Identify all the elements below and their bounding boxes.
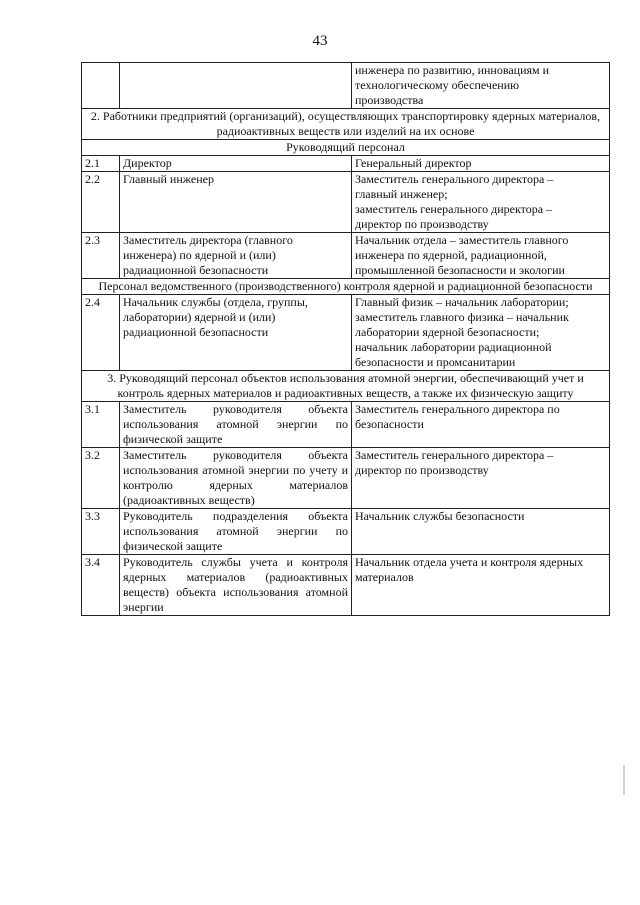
subsection-title: Персонал ведомственного (производственного) контроля ядерной и радиационной безопасности: [82, 279, 610, 295]
table-row-continuation: [82, 63, 610, 109]
position-cell: Заместитель руководителя объекта использования атомной энергии по учету и контролю ядерных материалов (радиоактивных веществ): [120, 448, 352, 509]
page-number: 43: [312, 33, 328, 49]
equivalent-cell: Начальник службы безопасности: [352, 509, 610, 555]
number-cell: 3.4: [82, 555, 120, 616]
section-header-2: [82, 109, 610, 140]
table-row-3-3: [82, 509, 610, 555]
positions-table: [81, 62, 610, 616]
table-row-2-4: [82, 295, 610, 371]
number-cell: 3.3: [82, 509, 120, 555]
scan-edge-mark: [623, 765, 625, 795]
number-cell: 3.2: [82, 448, 120, 509]
section-header-3: [82, 371, 610, 402]
number-cell: 2.2: [82, 172, 120, 233]
position-cell: Директор: [120, 156, 352, 172]
number-cell: 2.3: [82, 233, 120, 279]
position-cell: Заместитель руководителя объекта использования атомной энергии по физической защите: [120, 402, 352, 448]
table-row-2-2: [82, 172, 610, 233]
number-cell: 2.4: [82, 295, 120, 371]
number-cell: [82, 63, 120, 109]
table-row-3-4: [82, 555, 610, 616]
position-cell: Заместитель директора (главного инженера) по ядерной и (или) радиационной безопасности: [120, 233, 352, 279]
table-row-3-2: [82, 448, 610, 509]
equivalent-cell: Главный физик – начальник лаборатории; заместитель главного физика – начальник лаборатории ядерной безопасности; начальник лаборатории радиационной безопасности и промсанитарии: [352, 295, 610, 371]
position-cell: Руководитель подразделения объекта использования атомной энергии по физической защите: [120, 509, 352, 555]
position-cell: [120, 63, 352, 109]
section-title: 3. Руководящий персонал объектов использования атомной энергии, обеспечивающий учет и контроль ядерных материалов и радиоактивных веществ, а также их физическую защиту: [82, 371, 610, 402]
table-row-2-3: [82, 233, 610, 279]
subsection-title: Руководящий персонал: [82, 140, 610, 156]
number-cell: 3.1: [82, 402, 120, 448]
subsection-header-leaders: [82, 140, 610, 156]
equivalent-cell: Начальник отдела – заместитель главного инженера по ядерной, радиационной, промышленной безопасности и экологии: [352, 233, 610, 279]
section-title: 2. Работники предприятий (организаций), осуществляющих транспортировку ядерных материалов, радиоактивных веществ или изделий на их основе: [82, 109, 610, 140]
table-row-3-1: [82, 402, 610, 448]
equivalent-cell: Заместитель генерального директора – директор по производству: [352, 448, 610, 509]
equivalent-cell: Начальник отдела учета и контроля ядерных материалов: [352, 555, 610, 616]
equivalent-cell: Генеральный директор: [352, 156, 610, 172]
equivalent-cell: Заместитель генерального директора – главный инженер; заместитель генерального директора – директор по производству: [352, 172, 610, 233]
equivalent-cell: инженера по развитию, инновациям и технологическому обеспечению производства: [352, 63, 610, 109]
number-cell: 2.1: [82, 156, 120, 172]
subsection-header-control: [82, 279, 610, 295]
position-cell: Начальник службы (отдела, группы, лаборатории) ядерной и (или) радиационной безопасности: [120, 295, 352, 371]
equivalent-cell: Заместитель генерального директора по безопасности: [352, 402, 610, 448]
position-cell: Главный инженер: [120, 172, 352, 233]
table-row-2-1: [82, 156, 610, 172]
position-cell: Руководитель службы учета и контроля ядерных материалов (радиоактивных веществ) объекта использования атомной энергии: [120, 555, 352, 616]
